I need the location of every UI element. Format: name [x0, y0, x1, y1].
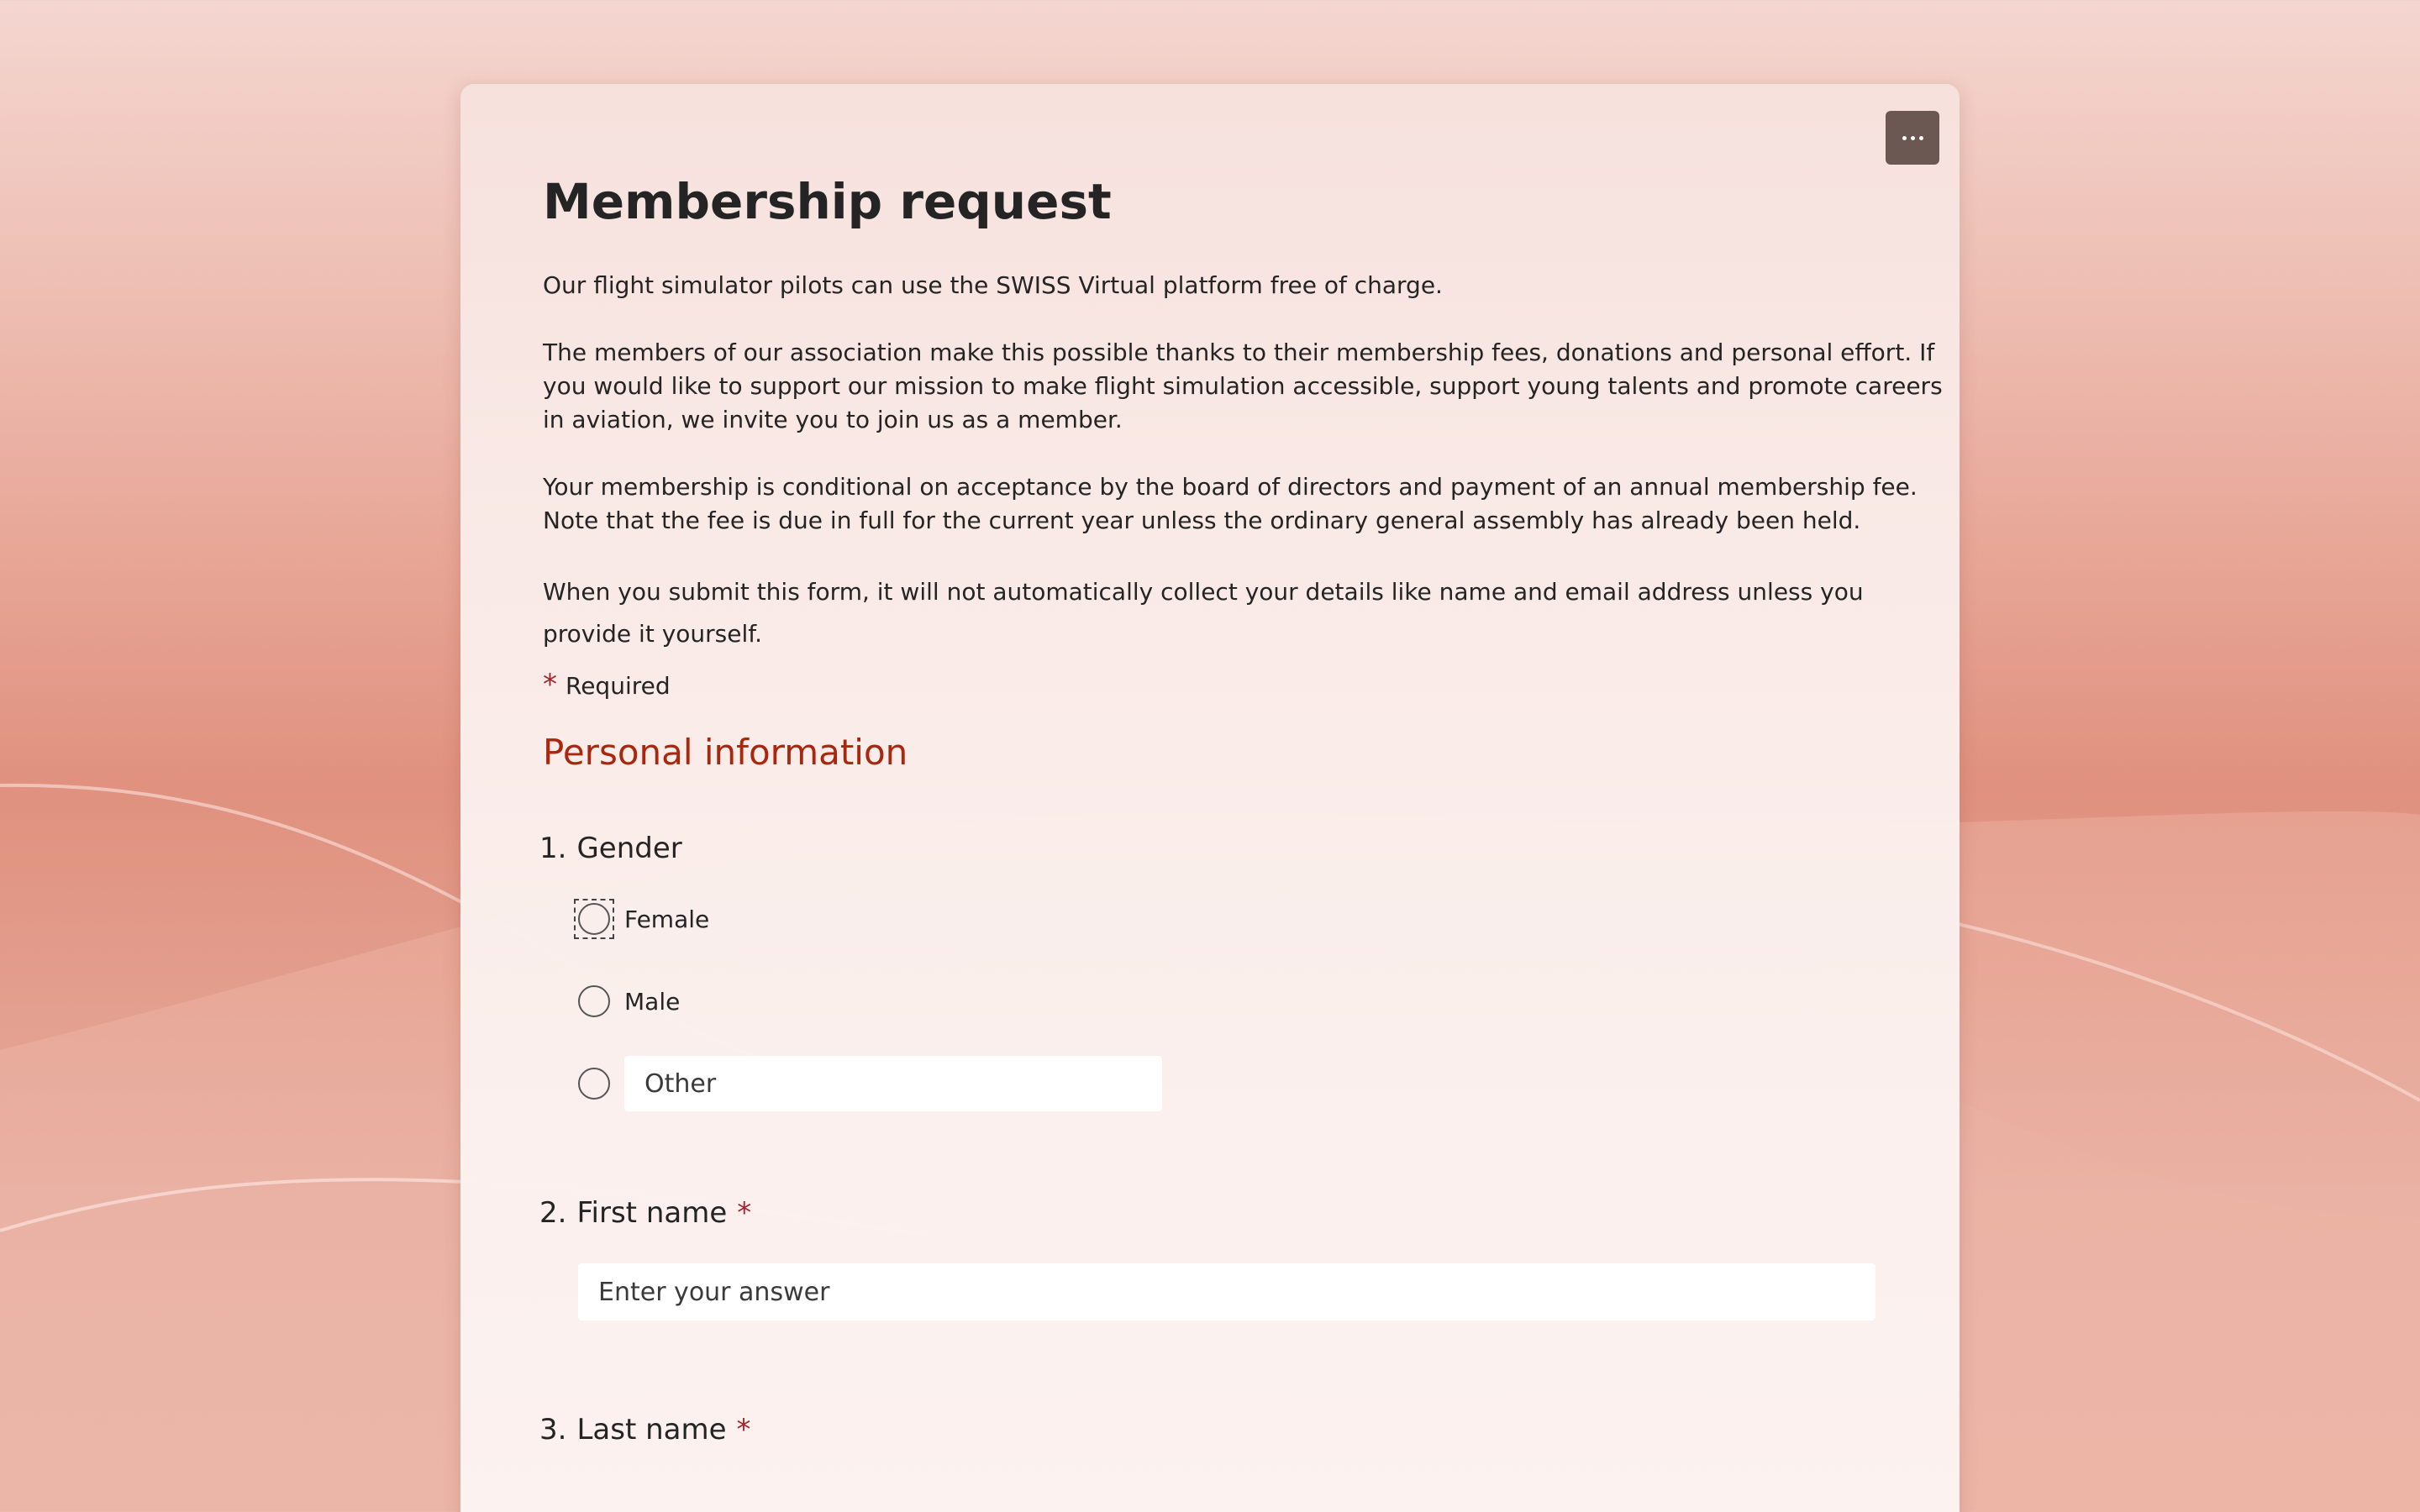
radio-other[interactable] [578, 1068, 610, 1100]
radio-wrap [576, 1065, 613, 1102]
form-content [539, 168, 1946, 1480]
more-options-icon [1902, 136, 1923, 140]
option-male[interactable] [578, 981, 1946, 1021]
question-title [539, 832, 1946, 865]
form-description [543, 269, 1946, 655]
section-title: Personal information [543, 732, 908, 773]
first-name-input[interactable] [578, 1263, 1876, 1320]
option-label: Female [624, 905, 710, 933]
required-star: * [737, 1196, 752, 1230]
more-options-button[interactable] [1886, 111, 1939, 165]
form-card [460, 84, 1960, 1512]
description-paragraph: Our flight simulator pilots can use the SWISS Virtual platform free of charge. [543, 271, 1443, 299]
other-input[interactable] [624, 1056, 1162, 1111]
option-label: Male [624, 987, 681, 1016]
question-number: 3. [539, 1413, 567, 1446]
required-note [543, 668, 1946, 701]
radio-male[interactable] [578, 985, 610, 1017]
description-paragraph: Your membership is conditional on acceptance by the board of directors and payment of an annual membership fee. Note that the fee is due in full for the current year unless the ordinary general assembly has already been held. [543, 473, 1918, 534]
required-star: * [736, 1413, 751, 1446]
question-text: Gender [576, 832, 682, 865]
question-text: Last name [576, 1413, 727, 1446]
required-star: * [543, 668, 557, 701]
option-other[interactable] [578, 1063, 1946, 1104]
question-first-name [539, 1196, 1946, 1320]
required-label: Required [566, 672, 671, 700]
question-number: 1. [539, 832, 567, 865]
radio-female[interactable] [578, 903, 610, 935]
description-paragraph: The members of our association make this possible thanks to their membership fees, donations and personal effort. If you would like to support our mission to make flight simulation accessible, support young talents and promote careers in aviation, we invite you to join us as a member. [543, 339, 1943, 433]
radio-wrap [576, 983, 613, 1020]
option-female[interactable] [578, 899, 1946, 939]
description-paragraph: When you submit this form, it will not automatically collect your details like name and email address unless you provide it yourself. [543, 578, 1864, 648]
question-gender [539, 832, 1946, 1104]
gender-options [578, 899, 1946, 1104]
radio-focus-ring [576, 900, 613, 937]
question-number: 2. [539, 1196, 567, 1230]
form-title: Membership request [543, 173, 1112, 230]
question-text: First name [576, 1196, 728, 1230]
question-title [539, 1196, 1946, 1230]
question-last-name-title [539, 1413, 1946, 1446]
